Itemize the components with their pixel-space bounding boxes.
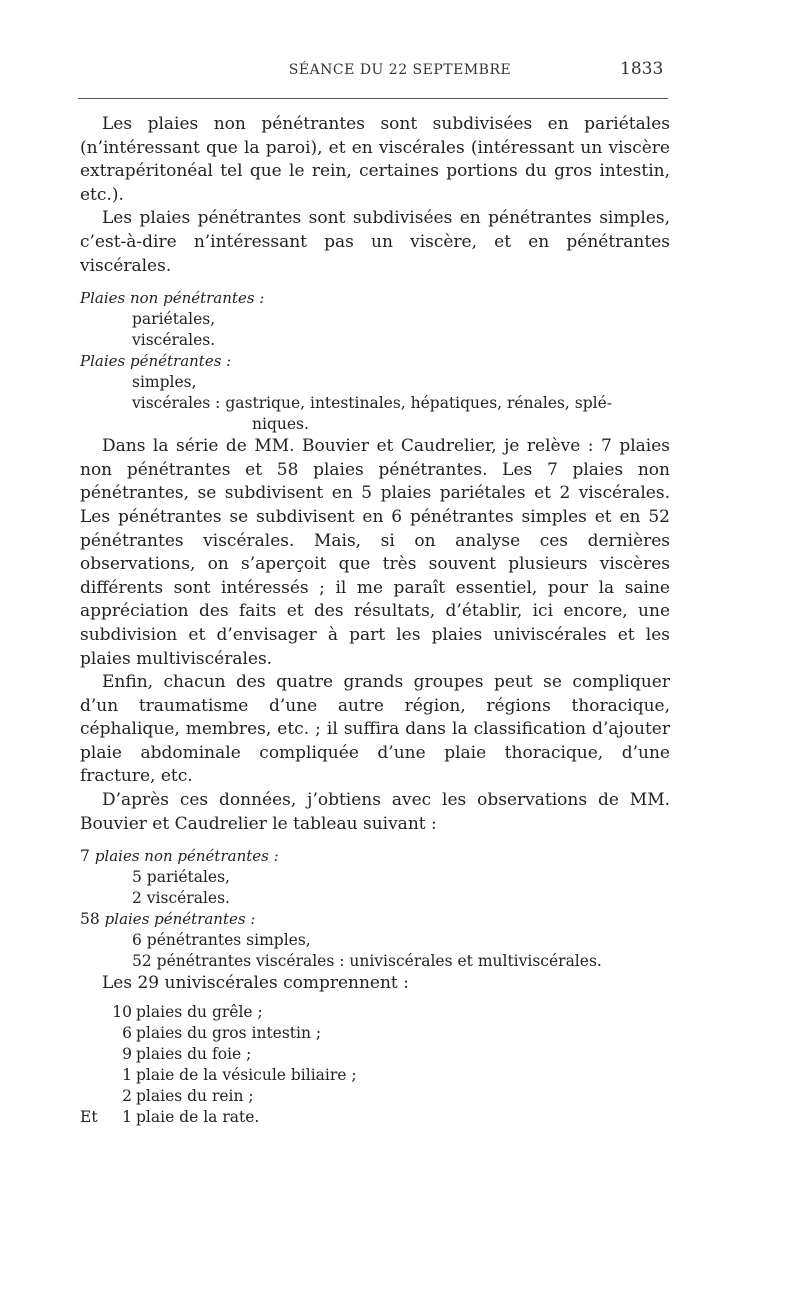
paragraph: Dans la série de MM. Bouvier et Caudrelier, je relève : 7 plaies non pénétrantes et 58 plaies pénétrantes. Les 7 plaies non pénétrantes, se subdivisent en 5 plaies pariétales et 2 viscérales. Les pénétrantes se subdivisent en 6 pénétrantes simples et en 52 pénétrantes viscérales. Mais, si on analyse ces dernières observations, on s’aperçoit que très souvent plusieurs viscères différents sont intéressés ; il me paraît essentiel, pour la saine appréciation des faits et des résultats, d’établir, ici encore, une subdivision et d’envisager à part les plaies univiscérales et les plaies multiviscérales. — [80, 436, 670, 669]
page-body — [80, 113, 670, 1128]
table-line — [80, 846, 670, 867]
univiscerales-list — [80, 1002, 670, 1128]
list-item: 6 plaies du gros intestin ; — [122, 1023, 322, 1042]
list-item: pariétales, — [132, 310, 216, 329]
list-item: viscérales. — [132, 331, 216, 350]
table-line: 5 pariétales, — [132, 868, 230, 887]
list-item-continuation: niques. — [252, 415, 309, 434]
list-item: simples, — [132, 373, 197, 392]
list-item-label: viscérales : — [132, 394, 221, 413]
paragraph: Enfin, chacun des quatre grands groupes peut se compliquer d’un traumatisme d’une autre région, régions thoracique, céphalique, membres, etc. ; il suffira dans la classification d’ajouter plaie abdominale compliquée d’une plaie thoracique, d’une fracture, etc. — [80, 672, 670, 787]
table-line — [80, 909, 670, 930]
list-item: 2 plaies du rein ; — [122, 1086, 254, 1105]
list-item: Et 1 plaie de la rate. — [80, 1107, 260, 1126]
classification-list — [80, 288, 670, 435]
table-line: 6 pénétrantes simples, — [132, 931, 311, 950]
classification-heading: Plaies non pénétrantes : — [80, 289, 265, 308]
running-header: SÉANCE DU 22 SEPTEMBRE — [288, 62, 512, 78]
paragraph: Les plaies pénétrantes sont subdivisées en pénétrantes simples, c’est-à-dire n’intéressant pas un viscère, et en pénétrantes viscérales. — [80, 208, 670, 276]
classification-heading: Plaies pénétrantes : — [80, 352, 232, 371]
header-rule — [78, 98, 668, 99]
list-item: 9 plaies du foie ; — [122, 1044, 252, 1063]
table-heading: plaies pénétrantes : — [104, 910, 256, 929]
page-number: 1833 — [620, 59, 664, 79]
count: 7 — [80, 847, 90, 866]
summary-table — [80, 846, 670, 972]
table-heading: plaies non pénétrantes : — [94, 847, 279, 866]
paragraph: Les plaies non pénétrantes sont subdivisées en pariétales (n’intéressant que la paroi), et en viscérales (intéressant un viscère extrapéritonéal tel que le rein, certaines portions du gros intestin, etc.). — [80, 114, 670, 205]
count: 58 — [80, 910, 100, 929]
table-line: 52 pénétrantes viscérales : univiscérales et multiviscérales. — [132, 952, 602, 971]
paragraph: Les 29 univiscérales comprennent : — [102, 973, 409, 994]
list-item: 1 plaie de la vésicule biliaire ; — [122, 1065, 357, 1084]
list-item — [80, 393, 670, 414]
table-line: 2 viscérales. — [132, 889, 230, 908]
paragraph: D’après ces données, j’obtiens avec les observations de MM. Bouvier et Caudrelier le tableau suivant : — [80, 790, 670, 834]
list-item-detail: gastrique, intestinales, hépatiques, rénales, splé- — [225, 394, 613, 413]
list-item: 10 plaies du grêle ; — [112, 1002, 263, 1021]
